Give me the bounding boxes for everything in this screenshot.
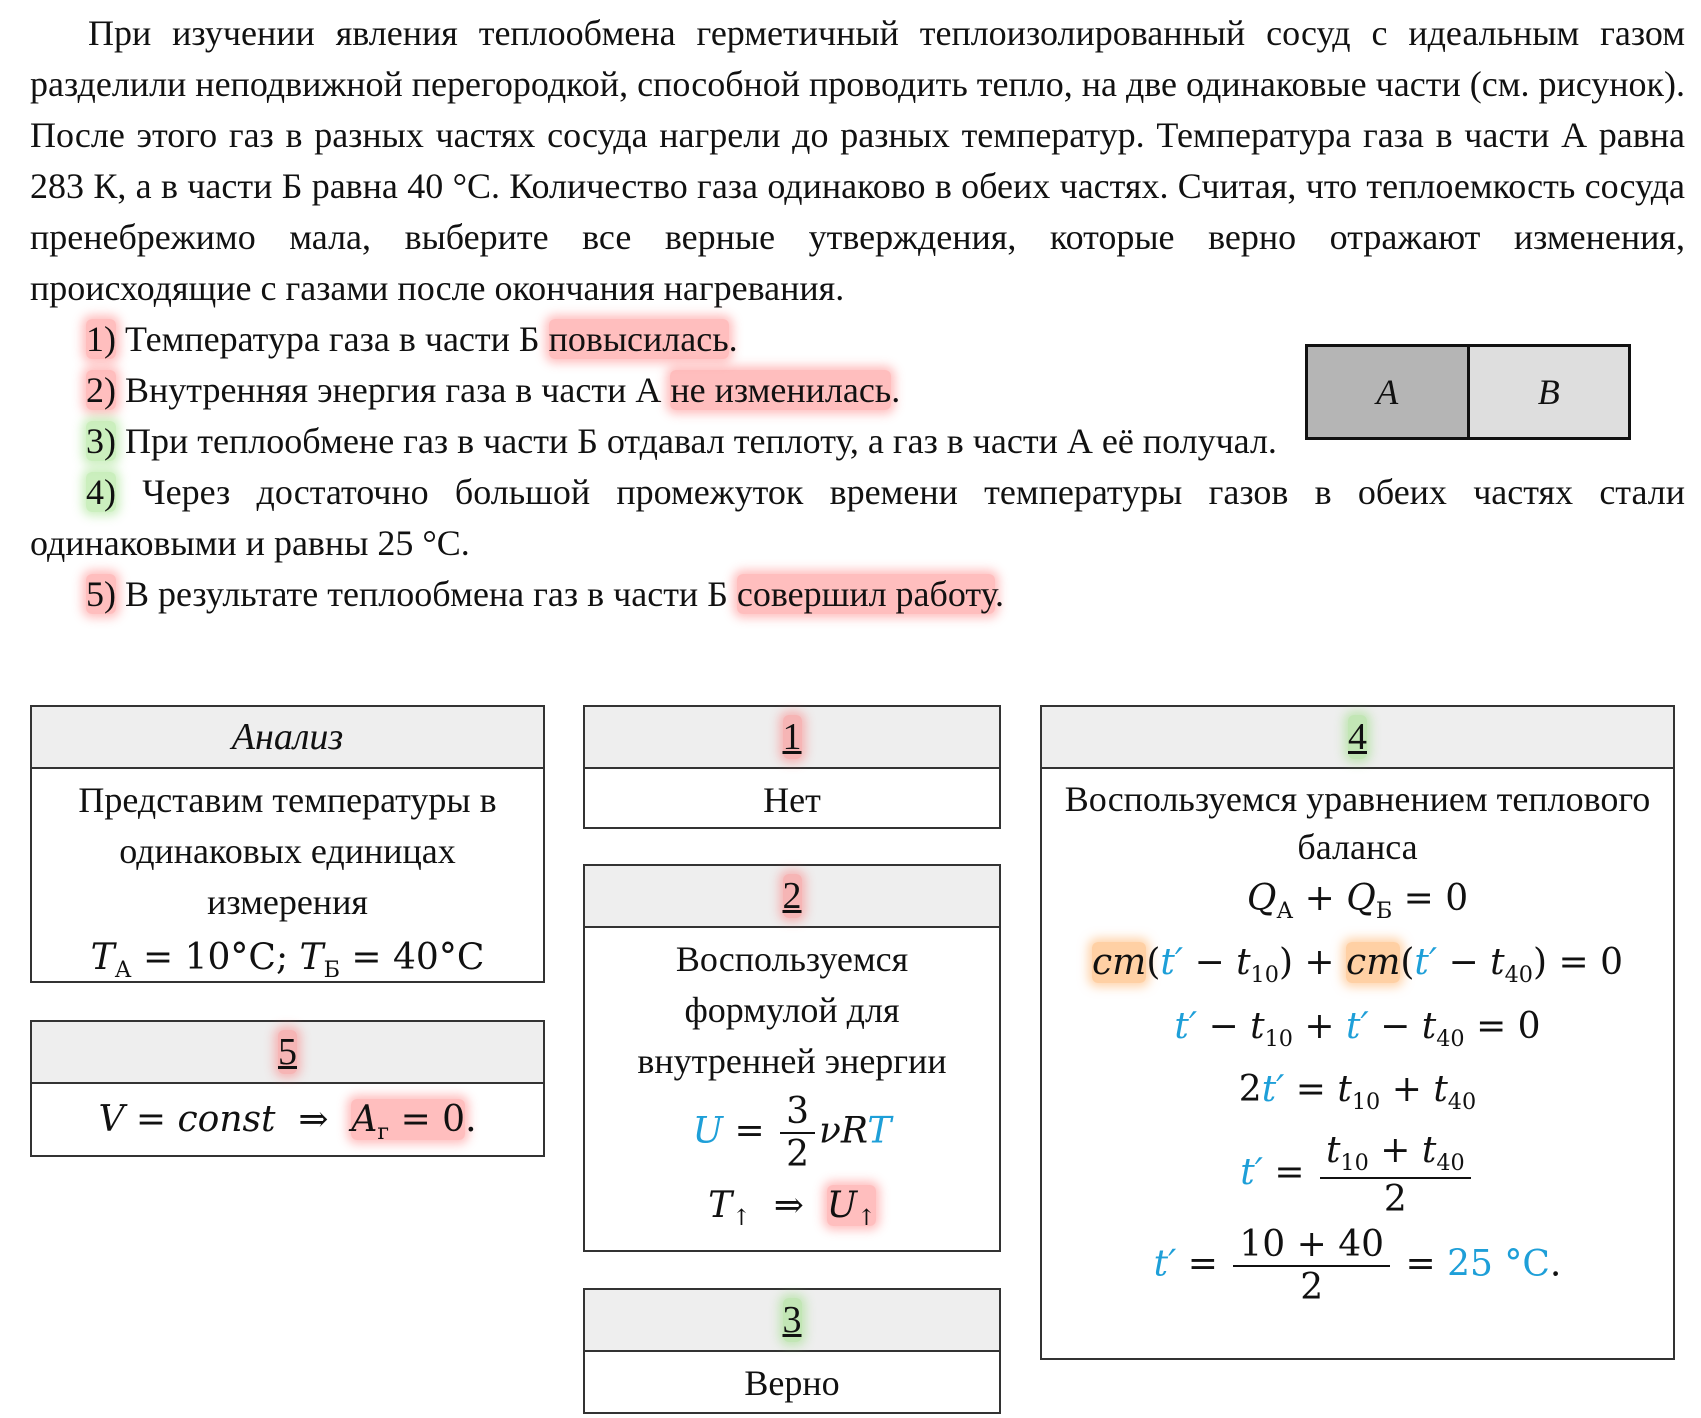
- option-number: 4): [86, 472, 116, 512]
- option-4: [30, 467, 1685, 569]
- analysis-temperatures: $T_А = 10^\circ С$; $T_Б = 40^\circ С$: [90, 937, 485, 983]
- final-temp-formula: t′ = $\frac{t_{10} + t_{40}}{2}$: [1052, 1130, 1663, 1220]
- option-text: В результате теплообмена газ в части Б: [125, 574, 737, 614]
- temp-b-value: 40°С: [393, 937, 485, 978]
- analysis-header: Анализ: [32, 707, 543, 769]
- box-1-header: [585, 707, 999, 769]
- option-end: .: [891, 370, 901, 410]
- result-value: 25 °С: [1447, 1243, 1550, 1285]
- temp-a-value: 10°С: [184, 937, 276, 978]
- solution-box-4: [1040, 705, 1675, 1360]
- option-text: Температура газа в части Б: [125, 319, 549, 359]
- option-5: [30, 569, 1685, 620]
- option-highlight: повысилась: [548, 319, 729, 359]
- box-5-header: [32, 1022, 543, 1084]
- box-2-header: [585, 866, 999, 928]
- solution-box-1: [583, 705, 1001, 829]
- box-4-number: 4: [1348, 716, 1367, 758]
- option-end: .: [995, 574, 1005, 614]
- box-4-body: [1042, 769, 1673, 1319]
- analysis-box: [30, 705, 545, 983]
- option-number: 3): [86, 421, 116, 461]
- box-3-header: [585, 1290, 999, 1352]
- heat-balance-equation: $Q_А + Q_Б = 0$: [1246, 878, 1469, 924]
- box-5-number: 5: [278, 1031, 297, 1073]
- final-temp-result: t′ = $\frac{10 + 40}{2}$ = 25 °С.: [1153, 1224, 1562, 1309]
- option-end: .: [728, 319, 738, 359]
- analysis-text: Представим температуры в одинаковых единицах измерения: [78, 780, 497, 922]
- option-text: Через достаточно большой промежуток времени температуры газов в обеих частях стали одинаковыми и равны 25 °С.: [30, 472, 1686, 563]
- box-1-text: Нет: [763, 780, 821, 820]
- vessel-part-a: [1308, 347, 1470, 437]
- box-5-formula: V = const ⇒ $A_г = 0$.: [98, 1099, 477, 1145]
- option-text: Внутренняя энергия газа в части А: [125, 370, 671, 410]
- option-number: 2): [86, 370, 116, 410]
- separator: ;: [275, 937, 289, 978]
- solution-box-2: [583, 864, 1001, 1252]
- solution-box-5: [30, 1020, 545, 1157]
- box-3-number: 3: [782, 1299, 802, 1341]
- vessel-diagram: [1305, 344, 1631, 440]
- heat-balance-expanded: $cm(t' - t_{10}) + cm(t' - t_{40}) = 0$: [1092, 941, 1623, 988]
- option-text: При теплообмене газ в части Б отдавал теплоту, а газ в части А её получал.: [125, 421, 1277, 461]
- option-number: 5): [86, 574, 116, 614]
- analysis-body: [32, 769, 543, 1006]
- option-highlight: совершил работу: [736, 574, 996, 614]
- option-number: 1): [86, 319, 116, 359]
- problem-text: [30, 8, 1685, 620]
- box-2-body: [585, 928, 999, 1254]
- heat-balance-simplified: $t' - t_{10} + t' - t_{40} = 0$: [1174, 1005, 1541, 1052]
- internal-energy-formula: U = $\frac{3}{2}$ νRT: [692, 1091, 892, 1176]
- box-4-header: [1042, 707, 1673, 769]
- vessel-part-b: [1470, 347, 1629, 437]
- box-2-number: 2: [782, 875, 802, 917]
- energy-implication: $T_↑$ ⇒ $U_↑$: [708, 1184, 876, 1231]
- solution-box-3: [583, 1288, 1001, 1414]
- box-3-text: Верно: [744, 1363, 840, 1403]
- box-2-text: Воспользуемся формулой для внутренней энергии: [637, 939, 947, 1081]
- box-1-number: 1: [782, 716, 802, 758]
- vessel-label-a: А: [1376, 372, 1399, 412]
- option-highlight: не изменилась: [670, 370, 892, 410]
- vessel-label-b: В: [1537, 372, 1560, 412]
- problem-statement: При изучении явления теплообмена герметичный теплоизолированный сосуд с идеальным газом разделили неподвижной перегородкой, способной проводить тепло, на две одинаковые части (см. рисунок). После этого газ в разных частях сосуда нагрели до разных температур. Температура газа в части А равна 283 К, а в части Б равна 40 °С. Количество газа одинаково в обеих частях. Считая, что теплоемкость сосуда пренебрежимо мала, выберите все верные утверждения, которые верно отражают изменения, происходящие с газами после окончания нагревания.: [30, 13, 1685, 308]
- heat-balance-sum: $2t' = t_{10} + t_{40}$: [1238, 1069, 1477, 1116]
- box-4-text: Воспользуемся уравнением теплового баланса: [1064, 779, 1651, 867]
